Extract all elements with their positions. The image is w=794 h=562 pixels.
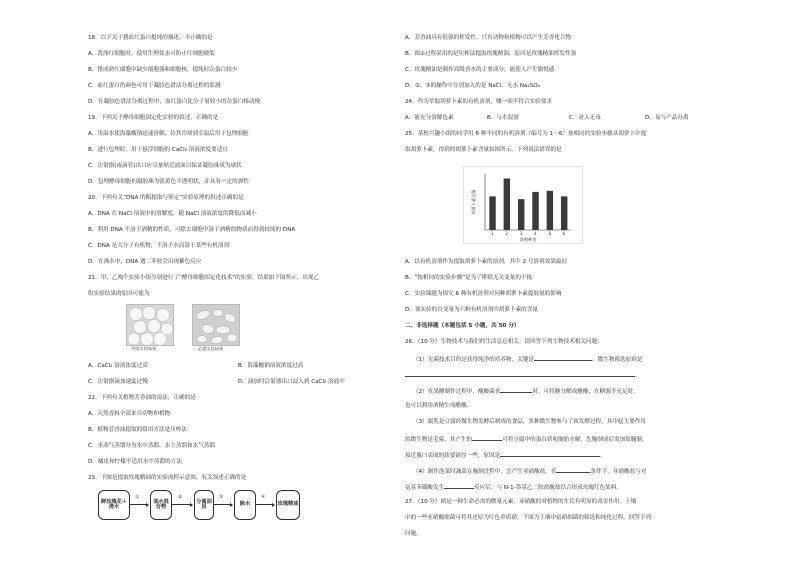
flow-step-2: 油水混合物: [150, 490, 172, 520]
flow-num-2: ②: [178, 495, 183, 500]
q18-option-d: D．在凝胶色谱法分离过程中，血红蛋白比分子量较小的杂蛋白移动慢: [88, 99, 261, 105]
flow-arrow-4: [256, 504, 274, 505]
q26-part2-line2: 也可以利用酒精生成醋酸。: [405, 403, 473, 409]
x-tick-label-3: 3: [519, 231, 523, 236]
group-b-beads-image: [193, 305, 239, 345]
x-tick-label-6: 6: [562, 231, 566, 236]
q26-part4-text-a: （4）制作泡菜时蔬菜在腌制过程中，会产生亚硝酸盐。在: [413, 469, 557, 475]
flow-num-1: ①: [135, 495, 140, 500]
bar-5: [547, 191, 553, 230]
question-21-line2: 组实验结果的原因可能为: [88, 291, 150, 297]
q26-part4-text-d: 反应后，与 N-1-萘基乙二胺盐酸盐结合形成玫瑰红色染料。: [474, 485, 622, 491]
q23-option-b: B．图①过程采用的是压榨法提取玫瑰精油，原因是玫瑰精油挥发性强: [405, 51, 577, 57]
q24-option-a: A．能充分溶解色素: [405, 115, 454, 121]
q19-option-d: D．包埋酵母细胞的凝胶珠为淡黄色半透明状，并具有一定的弹性: [88, 179, 249, 185]
q26-part3-text-c: 可将豆腐中的蛋白质和脂肪水解，先腌制成后需加盐腌制，: [502, 437, 648, 443]
section-2-heading: 二、非选择题（本题包括 5 小题，共 50 分）: [405, 323, 520, 329]
question-25-line2: 取胡萝卜素，得到的胡萝卜素含量如图所示。下列说法错误的是: [405, 147, 562, 153]
q26-part1-blank-1[interactable]: [534, 356, 592, 361]
q20-option-b: B．利用 DNA 不溶于酒精的性质，可除去细胞中溶于酒精的物质而得到较纯的 DNA: [88, 227, 296, 233]
bar-6: [561, 196, 567, 230]
q24-option-b: B．与水混溶: [487, 115, 519, 121]
bar-2: [504, 178, 510, 230]
x-tick-label-5: 5: [548, 231, 552, 236]
y-axis-label: 胡萝卜素含量: [471, 189, 476, 215]
question-27-line1: 27．（10 分）硝是一种生命必需的微量元素，亚硝酸的对植物的生长有明显的毒害作用。土壤: [405, 499, 637, 505]
question-25-line1: 25．某校兴趣小组的同学用 6 种不同的有机溶剂（编号为 1～6）按相同的实验步骤从胡萝卜中提: [405, 131, 647, 137]
question-26: 26．（10 分）生物技术与我们的生活息息相关。请回答下列生物技术相关问题：: [405, 339, 603, 345]
q20-option-c: C．DNA 是大分子有机物，不溶于水而溶于某些有机溶剂: [88, 243, 230, 249]
flow-step-1: 鲜玫瑰花＋清水: [98, 490, 130, 520]
x-tick-label-2: 2: [505, 231, 509, 236]
question-23: 23．下图是提取玫瑰精油的实验流程示意图，有关叙述正确的是: [88, 475, 247, 481]
question-27-line3: 问题。: [405, 531, 422, 537]
q21-option-d: D．滴加时注射器出口浸入到 CaCl₂ 溶液中: [238, 379, 345, 385]
q26-part3-line1: （3）腐乳是豆腐经微生物发酵后制成的食品，多种微生物参与了该发酵过程，其中起主要作用: [413, 419, 646, 425]
q23-option-d: D．②、③的操作中分别加入的是 NaCl、无水 Na₂SO₄: [405, 83, 540, 89]
q23-option-c: C．玫瑰精油是制作高级香水的主要成分，能使人产生愉悦感: [405, 67, 555, 73]
group-a-photo: [126, 304, 174, 346]
q26-part4-text-b: 条件下，亚硝酸盐与对: [590, 469, 647, 475]
q26-part3-blank-1[interactable]: [472, 436, 502, 441]
q20-option-a: A．DNA 在 NaCl 溶液中的溶解度，随 NaCl 溶液浓度的降低而减小: [88, 211, 257, 217]
q26-part3-line3: [405, 452, 606, 460]
q26-part4-blank-1[interactable]: [556, 468, 590, 473]
q22-option-c: C．水蒸气蒸馏分为水中蒸馏、水上蒸馏和水气蒸馏: [88, 443, 215, 449]
q26-part1-line2: [405, 372, 641, 380]
q26-part1-text-c: 。: [635, 373, 641, 379]
q26-part4-line2: [405, 484, 622, 492]
q22-option-d: D．橘皮和柠檬不适用水中蒸馏的方法: [88, 459, 182, 465]
x-axis-label: 溶剂种类: [519, 237, 537, 242]
q24-option-c: C．对人无毒: [569, 115, 601, 121]
q26-part1-line1: [413, 356, 642, 364]
q21-option-b: B．海藻酸钠溶液浓度过高: [238, 363, 304, 369]
flow-arrow-3: [214, 504, 232, 505]
flow-arrow-2: [172, 504, 192, 505]
q26-part3-line2: [405, 436, 648, 444]
question-19: 19．下列关于酵母细胞固定化实验的叙述，正确的是: [88, 115, 219, 121]
group-a-caption: 甲组实验结果: [131, 346, 157, 351]
flow-arrow-1: [130, 504, 148, 505]
bar-4: [532, 192, 538, 230]
group-b-photo: [192, 304, 240, 346]
q26-part3-text-e: 。: [600, 453, 606, 459]
bar-1: [489, 196, 495, 230]
q25-option-d: D．该实验的自变量为六种有机溶剂中胡萝卜素的含量: [405, 307, 538, 313]
q26-part1-blank-2[interactable]: [405, 372, 635, 377]
question-18: 18．以下关于猪血红蛋白提纯的描述，不正确的是: [88, 35, 213, 41]
q21-option-a: A．CaCl₂ 溶液浓度过高: [88, 363, 148, 369]
q20-option-d: D．在沸水中，DNA 遇二苯胺会出现紫色反应: [88, 259, 202, 265]
q26-part3-blank-2[interactable]: [500, 452, 600, 457]
question-22: 22．下列有关植物芳香油的说法，正确的是: [88, 395, 196, 401]
question-27-line2: 中的一些亚硝酸细菌可将其还原为红色单质硝。下图为土壤中富硝细菌的筛选和纯化过程。回答下列: [405, 515, 652, 521]
q21-option-c: C．注射器滴加速度过慢: [88, 379, 148, 385]
q24-option-d: D．易与产品分离: [645, 115, 689, 121]
bar-3: [518, 199, 524, 230]
q19-option-c: C．注射器(或滴管)出口应尽量贴近液面以保证凝胶珠成为球状: [88, 163, 242, 169]
question-20: 20．下列有关“DNA 的粗提取与鉴定”实验原理的叙述正确的是: [88, 195, 244, 201]
question-24: 24．作为萃取胡萝卜素的有机溶剂，哪一项不符合实验要求: [405, 99, 552, 105]
flow-step-4: 除水: [234, 490, 256, 520]
q22-option-b: B．植物芳香油提取的常用方法是压榨法: [88, 427, 187, 433]
x-tick-label-1: 1: [491, 231, 494, 236]
flow-step-3: 分离油层: [194, 490, 214, 520]
q23-option-a: A．芳香油具有很强的挥发性，只有动物和植物可以产生芳香化合物: [405, 35, 572, 41]
q22-option-a: A．天然香料全部来自动物和植物: [88, 411, 171, 417]
q18-option-b: B．猪成熟红细胞中缺少细胞器和细胞核，提纯时杂蛋白较少: [88, 67, 238, 73]
q26-part2-text-a: （2）在果醋制作过程中，醋酸菌在: [413, 389, 501, 395]
q25-option-b: B．“按相同的实验步骤”是为了排除无关变量的干扰: [405, 275, 533, 281]
q25-option-c: C．实验课题为探究 6 种有机溶剂对同种胡萝卜素提取量的影响: [405, 291, 562, 297]
q25-option-a: A．以有机溶剂作为提取胡萝卜素的溶剂，其中 2 号溶剂效果最好: [405, 259, 567, 265]
flow-step-5: 玫瑰精油: [276, 490, 300, 520]
carotene-bar-chart: [463, 166, 583, 244]
group-a-beads-image: [127, 305, 173, 345]
q18-option-c: C．血红蛋白的颜色可用于凝胶色谱法分离过程的监测: [88, 83, 221, 89]
flow-num-3: ③: [219, 495, 224, 500]
x-tick-label-4: 4: [534, 231, 537, 236]
question-21-line1: 21．甲、乙两个实验小组分别进行了“酵母细胞固定化技术”的实验，结果如下图所示。出现乙: [88, 275, 320, 281]
q26-part1-text-a: （1）无菌技术目的是获得纯净的培养物，关键是: [413, 357, 535, 363]
q26-part4-text-c: 氨基苯磺酸发生: [405, 485, 445, 491]
q26-part2-line1: [413, 388, 639, 396]
group-b-caption: 乙组实验结果: [198, 346, 224, 351]
q26-part2-text-b: 时，可将糖分解成醋酸；在糖源不充足时，: [532, 389, 639, 395]
q19-option-b: B．进行包埋时，用于悬浮细胞的 CaCl₂ 溶液浓度要适宜: [88, 147, 228, 153]
q26-part2-blank[interactable]: [500, 388, 532, 393]
q26-part3-text-b: 的微生物是毛霉，其产生的: [405, 437, 473, 443]
q26-part3-text-d: 接近瓶口表面的盐要铺厚一些，原因是: [405, 453, 501, 459]
flow-num-4: ④: [261, 495, 266, 500]
q18-option-a: A．洗涤红细胞时，使用生理盐水可防止红细胞破裂: [88, 51, 215, 57]
q26-part4-blank-2[interactable]: [444, 484, 474, 489]
q26-part1-text-b: ，微生物筛选原则是: [592, 357, 643, 363]
q26-part4-line1: [413, 468, 646, 476]
q19-option-a: A．用温水使海藻酸钠迅速溶解，待其冷却到室温后用于包埋细胞: [88, 131, 249, 137]
